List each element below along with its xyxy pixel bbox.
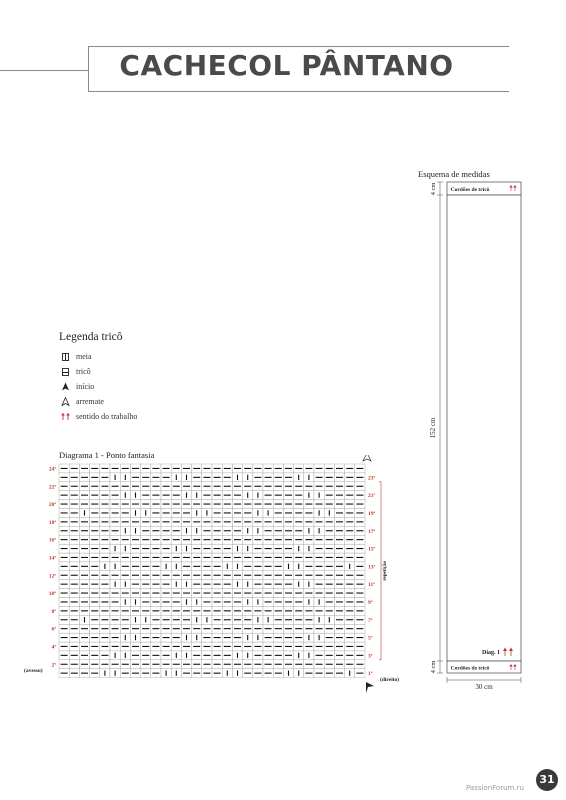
schema-title: Esquema de medidas [418, 169, 490, 179]
work-direction-arrows-icon [59, 412, 71, 422]
watermark: PassionForum.ru [466, 784, 524, 792]
schema-width: 30 cm [475, 683, 493, 691]
bind-off-arrow-icon [59, 397, 71, 407]
row-label: 19ª [368, 510, 376, 517]
legend-item [59, 349, 137, 364]
row-label: 5ª [368, 635, 373, 642]
schema-bottom-border [447, 661, 521, 673]
repeat-label: repetição [383, 560, 388, 581]
legend-item-label: tricô [76, 367, 91, 376]
title-box [88, 46, 509, 92]
schema-body-length: 152 cm [429, 417, 437, 439]
legend-item [59, 364, 137, 379]
schema-top-border-label: Cordões de tricô [450, 187, 490, 193]
diagram-left-labels [49, 466, 57, 668]
knit-stitch-icon [59, 352, 71, 362]
wrong-side-label: (avesso) [24, 668, 43, 674]
legend-title: Legenda tricô [59, 331, 123, 343]
row-label: 10ª [48, 591, 56, 598]
legend-item [59, 379, 137, 394]
schema-bottom-height: 4 cm [430, 660, 437, 674]
diagram-grid [59, 464, 365, 678]
start-arrow-icon [59, 382, 71, 392]
row-label: 9ª [368, 599, 373, 606]
schema-top-height: 4 cm [430, 182, 437, 196]
row-label: 17ª [368, 528, 376, 535]
legend-item-label: início [76, 382, 95, 391]
schema-top-border [447, 182, 521, 195]
legend-item [59, 409, 137, 424]
bind-off-arrow-icon [363, 455, 371, 461]
legend-item-label: arremate [76, 397, 104, 406]
page-title: CACHECOL PÂNTANO [119, 49, 454, 82]
schema-bottom-border-label: Cordões de tricô [450, 665, 490, 672]
row-label: 18ª [48, 519, 56, 526]
schema-body [447, 195, 521, 661]
row-label: 14ª [48, 555, 56, 562]
row-label: 22ª [48, 484, 56, 491]
repeat-bracket [379, 482, 381, 660]
row-label: 8ª [51, 608, 56, 615]
row-label: 23ª [368, 475, 376, 482]
measurement-schema [420, 175, 530, 695]
row-label: 24ª [48, 466, 56, 473]
row-label: 21ª [368, 493, 376, 500]
row-label: 6ª [51, 626, 56, 633]
purl-stitch-icon [59, 367, 71, 377]
legend-item-label: meia [76, 352, 92, 361]
row-label: 12ª [48, 573, 56, 580]
row-label: 1ª [368, 671, 373, 678]
row-label: 4ª [51, 644, 56, 651]
row-label: 7ª [368, 617, 373, 624]
row-label: 16ª [48, 537, 56, 544]
start-arrow-icon [366, 682, 374, 693]
diagram-right-labels [368, 475, 376, 677]
row-label: 20ª [48, 502, 56, 509]
stitch-diagram [0, 455, 420, 705]
legend [59, 331, 137, 424]
title-rule [0, 70, 88, 71]
row-label: 11ª [368, 582, 375, 589]
right-side-label: (direito) [380, 677, 400, 683]
legend-item-label: sentido do trabalho [76, 412, 138, 421]
page-number: 31 [536, 769, 558, 791]
schema-diagram-label: Diag. 1 [482, 650, 500, 656]
row-label: 3ª [368, 653, 373, 660]
diagram-title: Diagrama 1 - Ponto fantasia [59, 450, 155, 460]
legend-item [59, 394, 137, 409]
row-label: 13ª [368, 564, 376, 571]
row-label: 15ª [368, 546, 376, 553]
row-label: 2ª [51, 662, 56, 669]
